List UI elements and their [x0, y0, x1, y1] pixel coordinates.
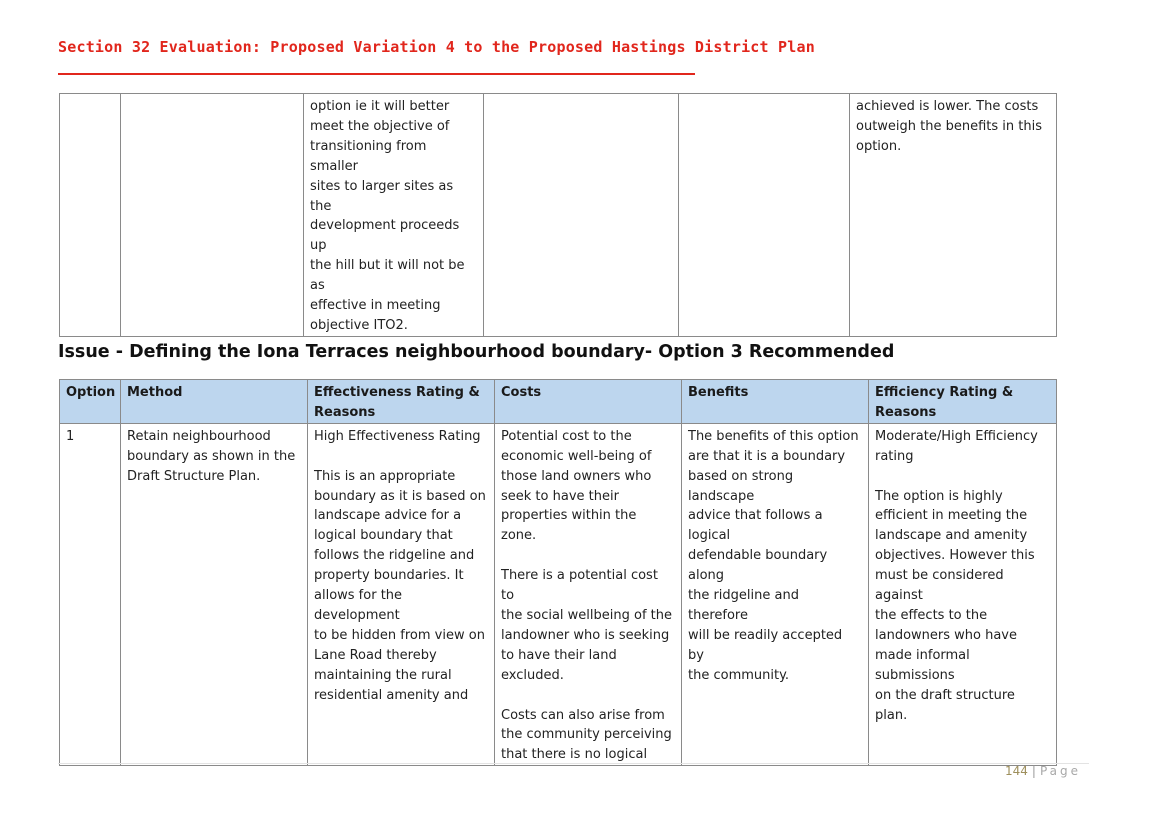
column-header-method: Method — [121, 380, 308, 424]
column-header-option: Option — [60, 380, 121, 424]
page-footer — [1005, 764, 1081, 778]
column-header-effectiveness: Effectiveness Rating & Reasons — [308, 380, 495, 424]
continued-table — [59, 93, 1057, 337]
table-cell-option: 1 — [60, 423, 121, 765]
column-header-costs: Costs — [495, 380, 682, 424]
footer-separator: | — [1031, 764, 1036, 778]
column-header-efficiency: Efficiency Rating & Reasons — [869, 380, 1057, 424]
column-header-benefits: Benefits — [682, 380, 869, 424]
table-cell-efficiency: achieved is lower. The costs outweigh the benefits in this option. — [850, 94, 1057, 337]
table-cell-efficiency: Moderate/High Efficiency rating The option is highly efficient in meeting the landscape and amenity objectives. However this must be considered against the effects to the landowners who have made informal submissions on the draft structure plan. — [869, 423, 1057, 765]
document-header-title: Section 32 Evaluation: Proposed Variation 4 to the Proposed Hastings District Plan — [58, 38, 815, 56]
table-cell-benefits — [679, 94, 850, 337]
table-cell-effectiveness: High Effectiveness Rating This is an appropriate boundary as it is based on landscape advice for a logical boundary that follows the ridgeline and property boundaries. It allows for the development to be hidden from view on Lane Road thereby maintaining the rural residential amenity and — [308, 423, 495, 765]
page-label: Page — [1039, 764, 1081, 778]
footer-divider — [58, 763, 1089, 764]
table-cell-option — [60, 94, 121, 337]
table-header-row — [60, 380, 1057, 424]
table-row — [60, 94, 1057, 337]
page-number: 144 — [1004, 764, 1028, 778]
table-cell-method: Retain neighbourhood boundary as shown in the Draft Structure Plan. — [121, 423, 308, 765]
table-cell-costs: Potential cost to the economic well-being of those land owners who seek to have their properties within the zone. There is a potential cost to the social wellbeing of the landowner who is seeking to have their land excluded. Costs can also arise from the community perceiving that there is no logical — [495, 423, 682, 765]
issue-heading: Issue - Defining the Iona Terraces neighbourhood boundary- Option 3 Recommended — [58, 342, 895, 362]
table-cell-effectiveness: option ie it will better meet the objective of transitioning from smaller sites to larger sites as the development proceeds up the hill but it will not be as effective in meeting objective ITO2. — [304, 94, 484, 337]
table-cell-costs — [484, 94, 679, 337]
table-cell-method — [121, 94, 304, 337]
table-cell-benefits: The benefits of this option are that it is a boundary based on strong landscape advice that follows a logical defendable boundary along the ridgeline and therefore will be readily accepted by the community. — [682, 423, 869, 765]
evaluation-table — [59, 379, 1057, 766]
table-row — [60, 423, 1057, 765]
header-underline — [58, 73, 695, 75]
